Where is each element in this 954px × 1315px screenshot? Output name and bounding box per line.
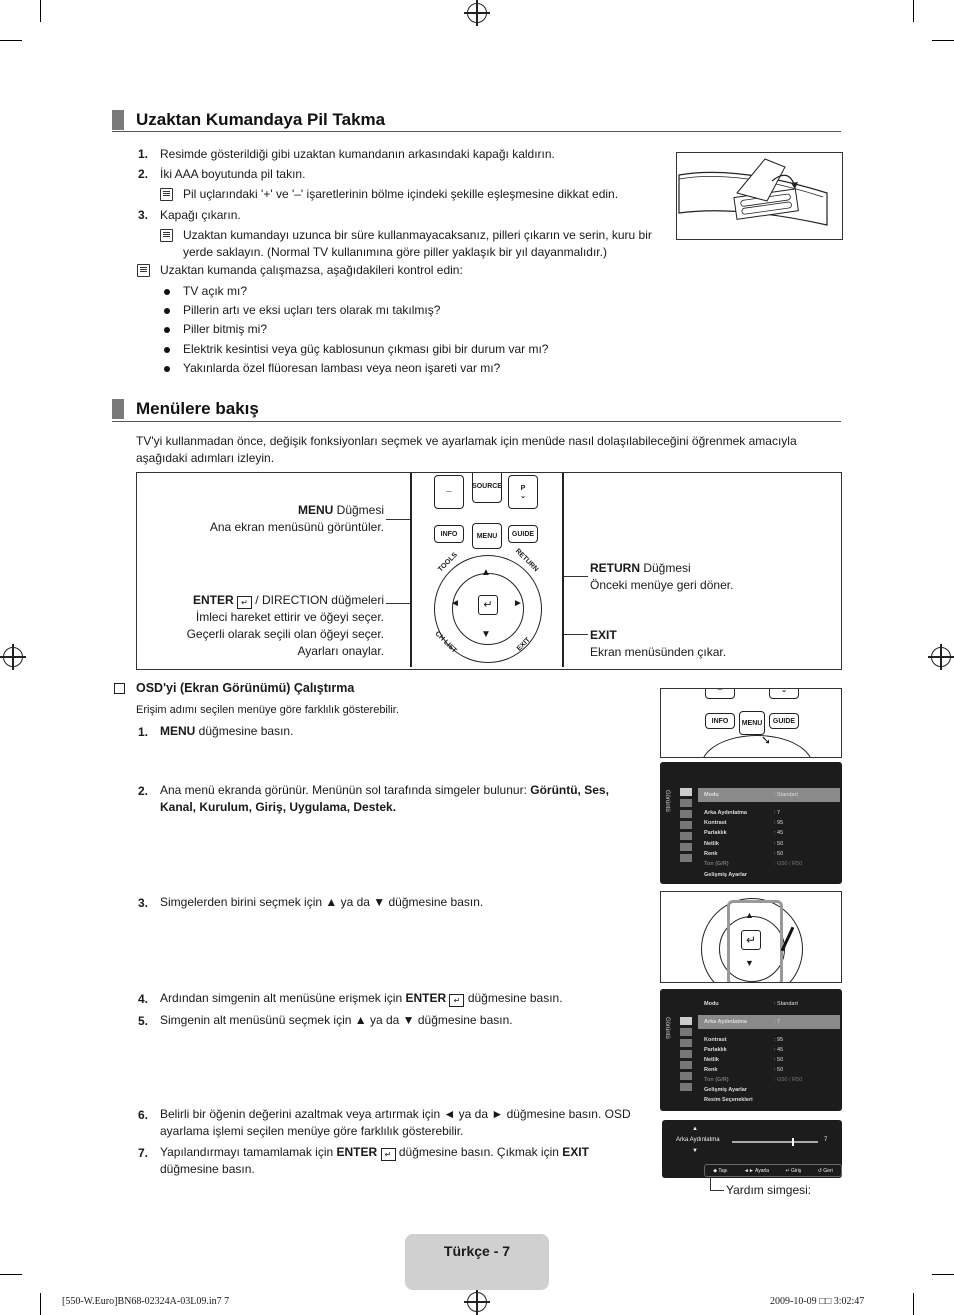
bullet-icon [164, 347, 170, 353]
slider-track[interactable] [732, 1141, 818, 1143]
bullet-icon [164, 289, 170, 295]
menu-label-rest: Düğmesi [333, 503, 384, 517]
menu-row[interactable] [704, 820, 834, 826]
menu-row[interactable] [704, 841, 834, 847]
menu-row-key: Arka Aydınlatma [704, 1019, 747, 1025]
slider-label: Arka Aydınlatma [676, 1137, 720, 1143]
menu-row[interactable] [704, 872, 834, 878]
menu-button[interactable] [472, 523, 502, 549]
enter-icon: ↵ [237, 596, 252, 609]
slider-thumb[interactable] [792, 1138, 794, 1146]
battery-illustration [676, 152, 843, 240]
exit-description: Ekran menüsünden çıkar. [590, 645, 727, 659]
step-text: İki AAA boyutunda pil takın. [160, 167, 306, 181]
menu-description: Ana ekran menüsünü görüntüler. [209, 520, 384, 534]
menu-row-value: : 50 [774, 1067, 784, 1073]
bullet-icon [164, 327, 170, 333]
menu-row-value: : Standart [774, 792, 798, 798]
step-rest: Ardından simgenin alt menüsüne erişmek için [160, 991, 406, 1005]
exit-label: EXIT [590, 628, 617, 642]
menu-row-value: : 50 [774, 851, 784, 857]
enter-callout [145, 592, 384, 660]
crop-mark [40, 0, 41, 22]
guide-button: GUIDE [769, 713, 799, 729]
volume-button[interactable]: ─ [434, 475, 464, 509]
step-bold: EXIT [562, 1145, 589, 1159]
menu-side-title: Görüntü [664, 790, 670, 812]
crop-mark [913, 1293, 914, 1315]
menu-row-key: Parlaklık [704, 830, 727, 836]
general-note: Uzaktan kumanda çalışmazsa, aşağıdakileri kontrol edin: [160, 263, 463, 277]
bullet-text: Elektrik kesintisi veya güç kablosunun çıkması gibi bir durum var mı? [183, 342, 549, 356]
step-text [160, 782, 609, 799]
enter-description: Ayarları onaylar. [297, 644, 384, 658]
crop-mark [932, 1274, 954, 1275]
note-text: yerde saklayın. (Normal TV kullanımına göre piller yaklaşık bir yıl dayanmalıdır.) [183, 245, 607, 259]
sound-icon [680, 799, 692, 807]
return-label-rest: Düğmesi [640, 561, 691, 575]
crop-mark [932, 40, 954, 41]
menu-row-key: Ton (G/R) [704, 1077, 729, 1083]
channel-icon [680, 810, 692, 818]
support-icon [680, 854, 692, 862]
menu-row-key: Gelişmiş Ayarlar [704, 872, 748, 878]
registration-mark-icon [467, 1292, 487, 1312]
setup-icon [680, 821, 692, 829]
help-text: Geri [823, 1167, 833, 1174]
exit-callout [590, 627, 726, 661]
section-title: Menülere bakış [136, 399, 259, 418]
step-number: 3. [138, 208, 149, 222]
section-rule [112, 131, 841, 132]
step-text [160, 723, 293, 740]
registration-mark-icon [3, 647, 23, 667]
up-arrow-icon: ▲ [692, 1126, 698, 1132]
bullet-text: Pillerin artı ve eksi uçları ters olarak mı takılmış? [183, 303, 441, 317]
down-arrow-icon: ▼ [745, 958, 754, 968]
menu-row[interactable] [704, 1057, 834, 1063]
up-arrow-icon: ▲ [745, 910, 754, 920]
intro-text: TV'yi kullanmadan önce, değişik fonksiyonları seçmek ve ayarlamak için menüde nasıl dolaşılabileceğini öğrenmek amacıyla [136, 434, 797, 448]
bullet-icon [164, 366, 170, 372]
step-text: düğmesine basın. [160, 1162, 255, 1176]
registration-mark-icon [931, 647, 951, 667]
osd-subtitle: Erişim adımı seçilen menüye göre farklılık gösterebilir. [136, 704, 399, 716]
help-item-adjust [744, 1168, 769, 1174]
up-arrow-icon[interactable]: ▲ [481, 567, 491, 578]
print-date: 2009-10-09 □□ 3:02:47 [770, 1296, 865, 1307]
menu-row-key: Ton (G/R) [704, 861, 729, 867]
return-icon: ↺ [817, 1167, 822, 1174]
enter-icon: ↵ [449, 994, 464, 1007]
menu-row[interactable] [704, 810, 834, 816]
application-icon [680, 1072, 692, 1080]
menu-row-value: : 7 [774, 810, 781, 816]
step-bold: MENU [160, 724, 196, 738]
help-item-return [818, 1168, 833, 1174]
remote-battery-icon [677, 153, 842, 239]
step-rest: düğmesine basın. Çıkmak için [395, 1145, 563, 1159]
down-arrow-icon[interactable]: ▼ [481, 629, 491, 640]
menu-row[interactable] [704, 1087, 834, 1093]
down-arrow-icon: ▼ [692, 1148, 698, 1154]
step-text [160, 990, 563, 1007]
remote-menu-illustration [660, 688, 842, 758]
guide-label: GUIDE [511, 530, 535, 538]
menu-row-key: Netlik [704, 841, 719, 847]
step-number: 1. [138, 725, 149, 739]
step-number: 5. [138, 1014, 149, 1028]
step-rest: düğmesine basın. [464, 991, 563, 1005]
menu-row-key: Kontrast [704, 1037, 727, 1043]
step-number: 3. [138, 896, 149, 910]
bullet-text: Piller bitmiş mi? [183, 322, 268, 336]
enter-description: Geçerli olarak seçili olan öğeyi seçer. [186, 627, 384, 641]
menu-row-value: : 50 [774, 1057, 784, 1063]
enter-icon: ↵ [741, 930, 761, 950]
direction-ring [701, 735, 813, 758]
crop-mark [913, 0, 914, 22]
sound-icon [680, 1028, 692, 1036]
menu-row-value: : G50 / R50 [774, 861, 803, 867]
return-label: RETURN [590, 561, 640, 575]
move-icon: ◆ [713, 1167, 718, 1174]
channel-button: ⌄ [769, 688, 799, 699]
step-text: Simgelerden birini seçmek için ▲ ya da ▼ düğmesine basın. [160, 895, 484, 909]
step-number: 7. [138, 1146, 149, 1160]
exit-button-label: EXIT [515, 636, 532, 653]
menu-row-value: : 50 [774, 841, 784, 847]
source-label: SOURCE [472, 482, 502, 490]
step-text: Kanal, Kurulum, Giriş, Uygulama, Destek. [160, 800, 397, 814]
info-label: INFO [440, 530, 458, 538]
section-title: Uzaktan Kumandaya Pil Takma [136, 110, 386, 129]
help-caption: Yardım simgesi: [726, 1183, 812, 1197]
chlist-label: CH LIST [433, 630, 458, 655]
support-icon [680, 1083, 692, 1091]
step-rest: Ana menü ekranda görünür. Menünün sol tarafında simgeler bulunur: [160, 783, 531, 797]
menu-button: MENU [739, 711, 765, 735]
intro-text: aşağıdaki adımları izleyin. [136, 451, 275, 465]
section-marker [112, 110, 124, 130]
enter-label-rest: / DIRECTION düğmeleri [251, 593, 384, 607]
menu-row-value: : 45 [774, 830, 784, 836]
application-icon [680, 843, 692, 851]
menu-callout [200, 502, 384, 536]
menu-row[interactable] [704, 1067, 834, 1073]
osd-menu-screen [660, 762, 842, 884]
menu-row[interactable] [704, 830, 834, 836]
page-label: Türkçe - 7 [443, 1243, 511, 1259]
help-text: Taşı [718, 1167, 728, 1174]
step-bold: ENTER [336, 1145, 378, 1159]
menu-row[interactable] [704, 792, 834, 798]
help-text: Ayarla [754, 1167, 770, 1174]
step-text: Resimde gösterildiği gibi uzaktan kumandanın arkasındaki kapağı kaldırın. [160, 147, 555, 161]
tools-label: TOOLS [437, 551, 459, 574]
crop-mark [0, 1274, 22, 1275]
bullet-text: Yakınlarda özel flüoresan lambası veya neon işareti var mı? [183, 361, 501, 375]
menu-label: MENU [297, 503, 334, 517]
step-number: 4. [138, 992, 149, 1006]
bullet-icon [164, 308, 170, 314]
menu-row[interactable] [704, 1001, 834, 1007]
channel-button[interactable]: P ⌄ [508, 475, 538, 509]
enter-label: ENTER [192, 593, 234, 607]
menu-button-label: MENU [476, 532, 498, 540]
menu-row-key: Resim Seçenekleri [704, 1097, 753, 1103]
return-button-label: RETURN [513, 547, 540, 574]
adjust-icon: ◄► [743, 1167, 754, 1174]
pointer-arrow-icon: ➘ [761, 733, 772, 747]
help-text: Giriş [791, 1167, 802, 1174]
note-text: Pil uçlarındaki '+' ve '–' işaretlerinin bölme içindeki şekille eşleşmesine dikkat edin. [183, 187, 619, 201]
leader-line [710, 1190, 724, 1191]
input-icon [680, 832, 692, 840]
enter-icon: ↵ [381, 1148, 396, 1161]
menu-row-key: Gelişmiş Ayarlar [704, 1087, 748, 1093]
step-rest: Yapılandırmayı tamamlamak için [160, 1145, 337, 1159]
help-item-enter [785, 1168, 801, 1174]
channel-icon [680, 1039, 692, 1047]
setup-icon [680, 1050, 692, 1058]
volume-button: ─ [705, 688, 735, 699]
menu-row[interactable] [704, 1047, 834, 1053]
menu-row-value: : G50 / R50 [774, 1077, 803, 1083]
left-arrow-icon[interactable]: ◄ [450, 598, 460, 609]
menu-row-value: : 7 [774, 1019, 781, 1025]
menu-row[interactable] [704, 851, 834, 857]
help-item-move [713, 1168, 727, 1174]
menu-row-key: Arka Aydınlatma [704, 810, 747, 816]
step-text: Simgenin alt menüsünü seçmek için ▲ ya da ▼ düğmesine basın. [160, 1013, 513, 1027]
info-button: INFO [705, 713, 735, 729]
section-rule [112, 421, 841, 422]
menu-row[interactable] [704, 861, 834, 867]
step-text [160, 1144, 589, 1161]
menu-row[interactable] [704, 1077, 834, 1083]
remote-control [410, 473, 564, 667]
note-icon [160, 229, 173, 242]
osd-slider-screen [662, 1120, 842, 1178]
enter-icon: ↵ [785, 1167, 790, 1174]
picture-icon [680, 1017, 692, 1025]
menu-row-value: : 95 [774, 1037, 784, 1043]
menu-side-title: Görüntü [664, 1017, 670, 1039]
step-number: 2. [138, 167, 149, 181]
menu-row-value: : Standart [774, 1001, 798, 1007]
crop-mark [0, 40, 22, 41]
info-button[interactable] [434, 525, 464, 543]
registration-mark-icon [467, 3, 487, 23]
bullet-text: TV açık mı? [183, 284, 248, 298]
osd-title: OSD'yi (Ekran Görünümü) Çalıştırma [136, 681, 355, 695]
menu-row-value: : 45 [774, 1047, 784, 1053]
source-button[interactable] [472, 473, 502, 503]
input-icon [680, 1061, 692, 1069]
step-number: 6. [138, 1108, 149, 1122]
menu-row-value: : 95 [774, 820, 784, 826]
step-text: ayarlama işlemi seçilen menüye göre farklılık gösterebilir. [160, 1124, 464, 1138]
return-description: Önceki menüye geri döner. [590, 578, 734, 592]
menu-icons [680, 1017, 692, 1101]
leader-line [710, 1178, 711, 1190]
menu-row-key: Kontrast [704, 820, 727, 826]
menu-row-key: Renk [704, 851, 718, 857]
menu-row[interactable] [704, 1019, 834, 1025]
step-bold: ENTER [405, 991, 447, 1005]
section-marker [112, 399, 124, 419]
menu-row-key: Modu [704, 1001, 719, 1007]
step-text: Belirli bir öğenin değerini azaltmak veya artırmak için ◄ ya da ► düğmesine basın. OSD [160, 1107, 631, 1121]
note-icon [160, 188, 173, 201]
menu-row-key: Parlaklık [704, 1047, 727, 1053]
enter-description: İmleci hareket ettirir ve öğeyi seçer. [195, 610, 384, 624]
step-rest: düğmesine basın. [195, 724, 294, 738]
note-text: Uzaktan kumandayı uzunca bir süre kullanmayacaksanız, pilleri çıkarın ve serin, kuru bir [183, 228, 652, 242]
menu-icons [680, 788, 692, 872]
return-callout [590, 560, 733, 594]
remote-direction-illustration [660, 891, 842, 983]
step-text: Kapağı çıkarın. [160, 208, 241, 222]
channel-label: P [520, 484, 526, 492]
step-number: 2. [138, 784, 149, 798]
step-bold: Görüntü, Ses, [530, 783, 609, 797]
menu-row[interactable] [704, 1097, 834, 1103]
slider-value: 7 [824, 1137, 828, 1143]
menu-row-key: Modu [704, 792, 719, 798]
picture-icon [680, 788, 692, 796]
checkbox-icon [114, 683, 125, 694]
enter-button[interactable]: ↵ [478, 595, 498, 615]
guide-button[interactable] [508, 525, 538, 543]
help-bar [704, 1164, 842, 1177]
menu-row[interactable] [704, 1037, 834, 1043]
note-icon [137, 264, 150, 277]
step-number: 1. [138, 147, 149, 161]
osd-submenu-screen [660, 989, 842, 1111]
menu-row-key: Renk [704, 1067, 718, 1073]
crop-mark [40, 1293, 41, 1315]
menu-row-key: Netlik [704, 1057, 719, 1063]
file-info: [550-W.Euro]BN68-02324A-03L09.in7 7 [62, 1296, 230, 1307]
right-arrow-icon[interactable]: ► [513, 598, 523, 609]
